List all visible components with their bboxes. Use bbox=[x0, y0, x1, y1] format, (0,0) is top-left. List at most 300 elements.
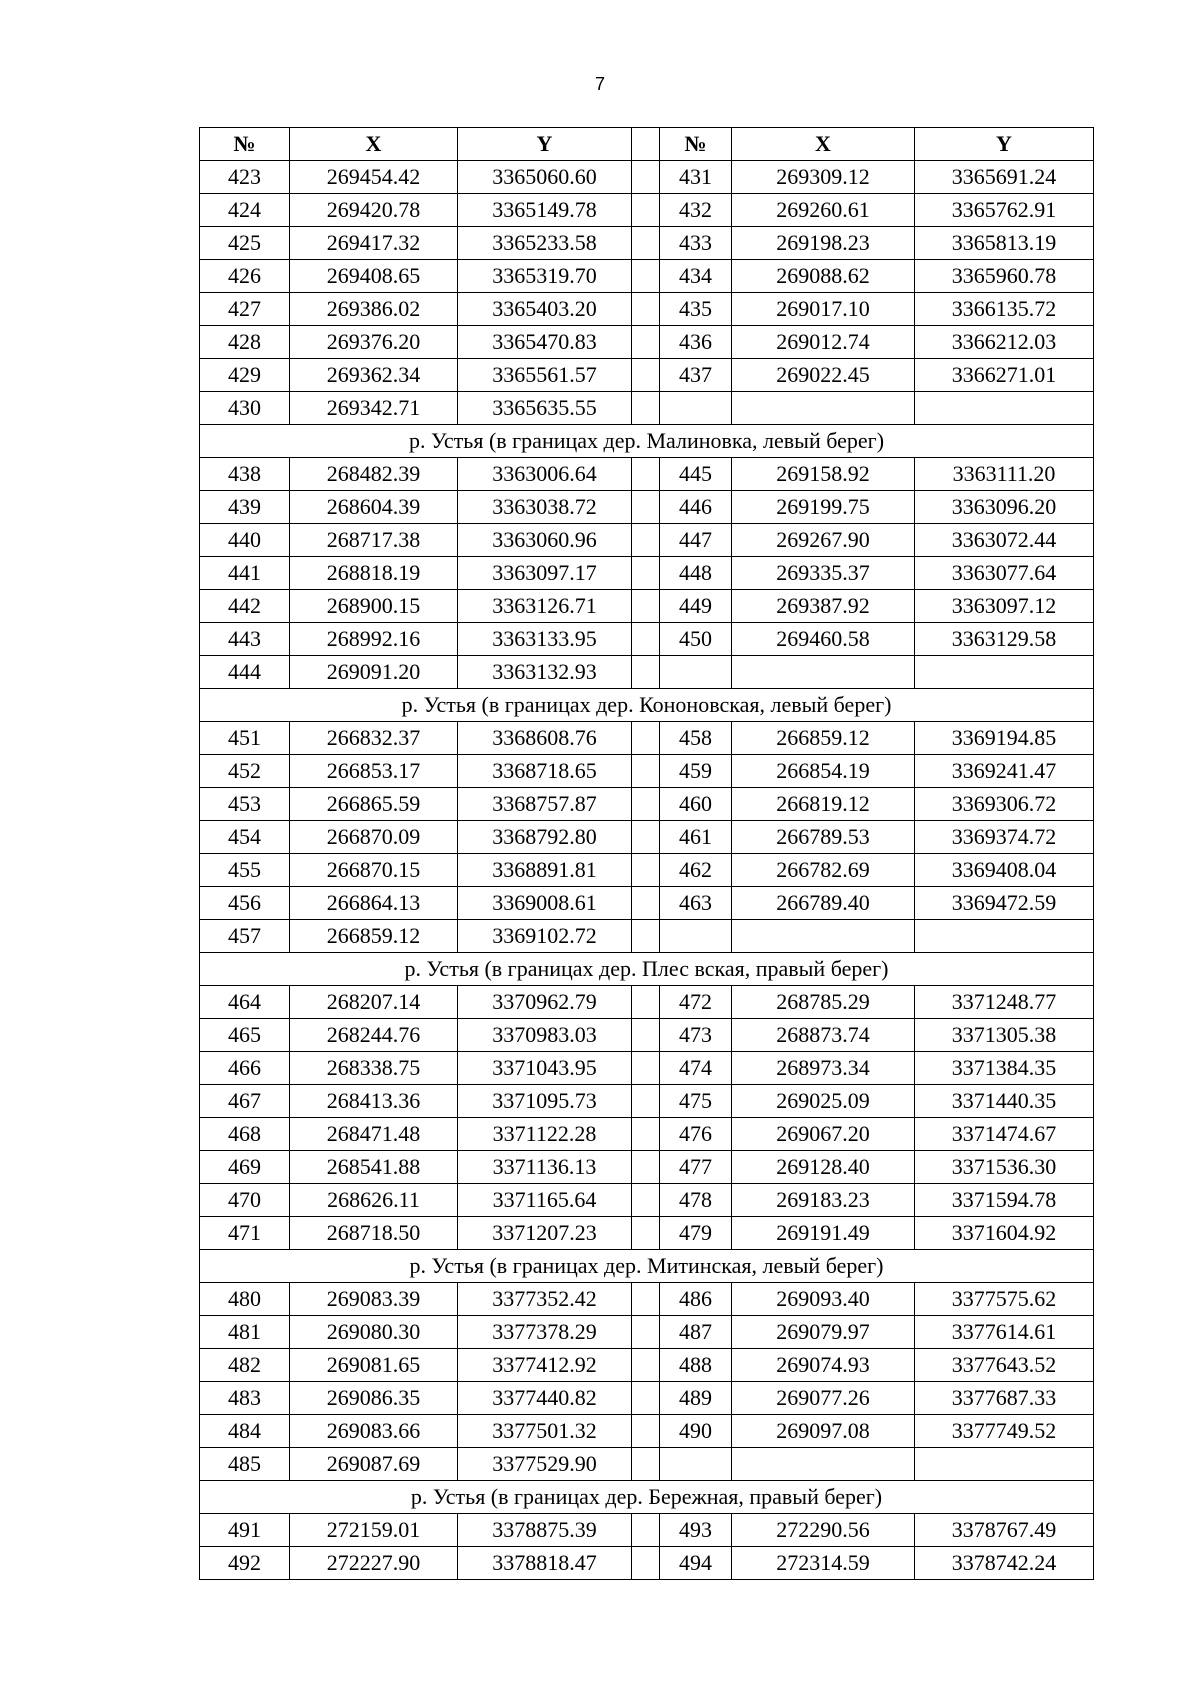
x-coordinate: 269025.09 bbox=[732, 1085, 915, 1118]
table-row bbox=[200, 194, 1094, 227]
y-coordinate: 3365762.91 bbox=[915, 194, 1094, 227]
point-number: 425 bbox=[200, 227, 290, 260]
y-coordinate: 3368608.76 bbox=[458, 722, 632, 755]
section-row bbox=[200, 689, 1094, 722]
table-row bbox=[200, 392, 1094, 425]
gap-cell bbox=[632, 1547, 660, 1580]
x-coordinate: 272227.90 bbox=[290, 1547, 458, 1580]
y-coordinate: 3363133.95 bbox=[458, 623, 632, 656]
x-coordinate: 269087.69 bbox=[290, 1448, 458, 1481]
x-coordinate bbox=[732, 920, 915, 953]
y-coordinate: 3371136.13 bbox=[458, 1151, 632, 1184]
point-number: 484 bbox=[200, 1415, 290, 1448]
point-number: 476 bbox=[660, 1118, 732, 1151]
point-number: 435 bbox=[660, 293, 732, 326]
y-coordinate: 3363006.64 bbox=[458, 458, 632, 491]
y-coordinate: 3365960.78 bbox=[915, 260, 1094, 293]
x-coordinate: 268338.75 bbox=[290, 1052, 458, 1085]
y-coordinate: 3378742.24 bbox=[915, 1547, 1094, 1580]
y-coordinate: 3377352.42 bbox=[458, 1283, 632, 1316]
gap-cell bbox=[632, 392, 660, 425]
section-title: р. Устья (в границах дер. Кононовская, левый берег) bbox=[200, 689, 1094, 722]
point-number: 485 bbox=[200, 1448, 290, 1481]
x-coordinate: 266864.13 bbox=[290, 887, 458, 920]
table-row bbox=[200, 1184, 1094, 1217]
x-coordinate: 266854.19 bbox=[732, 755, 915, 788]
point-number: 465 bbox=[200, 1019, 290, 1052]
y-coordinate bbox=[915, 1448, 1094, 1481]
point-number: 449 bbox=[660, 590, 732, 623]
point-number: 439 bbox=[200, 491, 290, 524]
point-number: 427 bbox=[200, 293, 290, 326]
y-coordinate: 3371122.28 bbox=[458, 1118, 632, 1151]
x-coordinate: 269408.65 bbox=[290, 260, 458, 293]
x-coordinate: 266832.37 bbox=[290, 722, 458, 755]
y-coordinate: 3368718.65 bbox=[458, 755, 632, 788]
gap-cell bbox=[632, 1316, 660, 1349]
y-coordinate: 3365319.70 bbox=[458, 260, 632, 293]
table-row bbox=[200, 722, 1094, 755]
gap-cell bbox=[632, 1085, 660, 1118]
x-coordinate bbox=[732, 656, 915, 689]
y-coordinate: 3363077.64 bbox=[915, 557, 1094, 590]
table-row bbox=[200, 1151, 1094, 1184]
table-row bbox=[200, 260, 1094, 293]
point-number: 490 bbox=[660, 1415, 732, 1448]
x-coordinate: 269420.78 bbox=[290, 194, 458, 227]
section-title: р. Устья (в границах дер. Плес вская, правый берег) bbox=[200, 953, 1094, 986]
x-coordinate: 269088.62 bbox=[732, 260, 915, 293]
y-coordinate: 3378875.39 bbox=[458, 1514, 632, 1547]
table-row bbox=[200, 854, 1094, 887]
x-coordinate: 266789.40 bbox=[732, 887, 915, 920]
y-coordinate: 3377575.62 bbox=[915, 1283, 1094, 1316]
y-coordinate: 3363072.44 bbox=[915, 524, 1094, 557]
header-y: Y bbox=[458, 128, 632, 161]
point-number bbox=[660, 920, 732, 953]
x-coordinate: 269376.20 bbox=[290, 326, 458, 359]
x-coordinate bbox=[732, 1448, 915, 1481]
point-number: 423 bbox=[200, 161, 290, 194]
gap-cell bbox=[632, 1052, 660, 1085]
x-coordinate: 269079.97 bbox=[732, 1316, 915, 1349]
table-row bbox=[200, 1019, 1094, 1052]
x-coordinate: 268973.34 bbox=[732, 1052, 915, 1085]
gap-cell bbox=[632, 1151, 660, 1184]
y-coordinate: 3365149.78 bbox=[458, 194, 632, 227]
section-title: р. Устья (в границах дер. Митинская, левый берег) bbox=[200, 1250, 1094, 1283]
x-coordinate: 269183.23 bbox=[732, 1184, 915, 1217]
point-number: 466 bbox=[200, 1052, 290, 1085]
x-coordinate: 268604.39 bbox=[290, 491, 458, 524]
x-coordinate: 269017.10 bbox=[732, 293, 915, 326]
table-row bbox=[200, 1316, 1094, 1349]
section-row bbox=[200, 1481, 1094, 1514]
x-coordinate: 269267.90 bbox=[732, 524, 915, 557]
gap-cell bbox=[632, 524, 660, 557]
gap-cell bbox=[632, 986, 660, 1019]
x-coordinate: 266819.12 bbox=[732, 788, 915, 821]
y-coordinate: 3371095.73 bbox=[458, 1085, 632, 1118]
section-title: р. Устья (в границах дер. Малиновка, левый берег) bbox=[200, 425, 1094, 458]
x-coordinate: 266865.59 bbox=[290, 788, 458, 821]
x-coordinate: 272159.01 bbox=[290, 1514, 458, 1547]
y-coordinate: 3371440.35 bbox=[915, 1085, 1094, 1118]
point-number: 448 bbox=[660, 557, 732, 590]
point-number: 471 bbox=[200, 1217, 290, 1250]
x-coordinate: 269417.32 bbox=[290, 227, 458, 260]
y-coordinate: 3371207.23 bbox=[458, 1217, 632, 1250]
y-coordinate: 3363038.72 bbox=[458, 491, 632, 524]
point-number: 477 bbox=[660, 1151, 732, 1184]
header-y: Y bbox=[915, 128, 1094, 161]
table-row bbox=[200, 1085, 1094, 1118]
y-coordinate: 3369194.85 bbox=[915, 722, 1094, 755]
x-coordinate: 269191.49 bbox=[732, 1217, 915, 1250]
x-coordinate: 269335.37 bbox=[732, 557, 915, 590]
y-coordinate: 3371305.38 bbox=[915, 1019, 1094, 1052]
point-number: 461 bbox=[660, 821, 732, 854]
point-number: 473 bbox=[660, 1019, 732, 1052]
table-row bbox=[200, 1415, 1094, 1448]
y-coordinate: 3369008.61 bbox=[458, 887, 632, 920]
table-row bbox=[200, 1118, 1094, 1151]
table-row bbox=[200, 524, 1094, 557]
y-coordinate: 3363060.96 bbox=[458, 524, 632, 557]
x-coordinate: 268413.36 bbox=[290, 1085, 458, 1118]
point-number: 480 bbox=[200, 1283, 290, 1316]
gap-cell bbox=[632, 788, 660, 821]
x-coordinate: 268818.19 bbox=[290, 557, 458, 590]
gap-cell bbox=[632, 1118, 660, 1151]
y-coordinate: 3363111.20 bbox=[915, 458, 1094, 491]
point-number: 458 bbox=[660, 722, 732, 755]
x-coordinate: 268482.39 bbox=[290, 458, 458, 491]
table-row bbox=[200, 1547, 1094, 1580]
point-number: 463 bbox=[660, 887, 732, 920]
y-coordinate: 3378767.49 bbox=[915, 1514, 1094, 1547]
section-title: р. Устья (в границах дер. Бережная, правый берег) bbox=[200, 1481, 1094, 1514]
x-coordinate bbox=[732, 392, 915, 425]
x-coordinate: 269086.35 bbox=[290, 1382, 458, 1415]
table-row bbox=[200, 326, 1094, 359]
point-number: 429 bbox=[200, 359, 290, 392]
point-number: 444 bbox=[200, 656, 290, 689]
x-coordinate: 268785.29 bbox=[732, 986, 915, 1019]
point-number: 462 bbox=[660, 854, 732, 887]
point-number: 483 bbox=[200, 1382, 290, 1415]
section-row bbox=[200, 1250, 1094, 1283]
x-coordinate: 269097.08 bbox=[732, 1415, 915, 1448]
point-number: 478 bbox=[660, 1184, 732, 1217]
y-coordinate: 3369472.59 bbox=[915, 887, 1094, 920]
x-coordinate: 269386.02 bbox=[290, 293, 458, 326]
y-coordinate: 3369306.72 bbox=[915, 788, 1094, 821]
y-coordinate: 3377378.29 bbox=[458, 1316, 632, 1349]
page-number: 7 bbox=[594, 74, 605, 94]
point-number: 442 bbox=[200, 590, 290, 623]
gap-cell bbox=[632, 887, 660, 920]
x-coordinate: 272290.56 bbox=[732, 1514, 915, 1547]
gap-cell bbox=[632, 590, 660, 623]
x-coordinate: 268471.48 bbox=[290, 1118, 458, 1151]
x-coordinate: 269074.93 bbox=[732, 1349, 915, 1382]
y-coordinate: 3370962.79 bbox=[458, 986, 632, 1019]
y-coordinate: 3377440.82 bbox=[458, 1382, 632, 1415]
x-coordinate: 269080.30 bbox=[290, 1316, 458, 1349]
table-row bbox=[200, 920, 1094, 953]
table-row bbox=[200, 623, 1094, 656]
table-row bbox=[200, 1448, 1094, 1481]
header-row bbox=[200, 128, 1094, 161]
table-row bbox=[200, 887, 1094, 920]
point-number: 482 bbox=[200, 1349, 290, 1382]
x-coordinate: 269460.58 bbox=[732, 623, 915, 656]
gap-cell bbox=[632, 656, 660, 689]
point-number: 430 bbox=[200, 392, 290, 425]
gap-cell bbox=[632, 1415, 660, 1448]
x-coordinate: 268207.14 bbox=[290, 986, 458, 1019]
point-number: 459 bbox=[660, 755, 732, 788]
x-coordinate: 266853.17 bbox=[290, 755, 458, 788]
point-number: 451 bbox=[200, 722, 290, 755]
point-number: 443 bbox=[200, 623, 290, 656]
gap-cell bbox=[632, 1217, 660, 1250]
gap-cell bbox=[632, 359, 660, 392]
y-coordinate: 3363097.12 bbox=[915, 590, 1094, 623]
point-number: 489 bbox=[660, 1382, 732, 1415]
x-coordinate: 268718.50 bbox=[290, 1217, 458, 1250]
point-number: 433 bbox=[660, 227, 732, 260]
y-coordinate: 3377687.33 bbox=[915, 1382, 1094, 1415]
y-coordinate bbox=[915, 392, 1094, 425]
y-coordinate bbox=[915, 656, 1094, 689]
gap-cell bbox=[632, 1184, 660, 1217]
table-row bbox=[200, 1349, 1094, 1382]
point-number: 431 bbox=[660, 161, 732, 194]
point-number: 428 bbox=[200, 326, 290, 359]
gap-cell bbox=[632, 1349, 660, 1382]
y-coordinate: 3365635.55 bbox=[458, 392, 632, 425]
y-coordinate: 3365470.83 bbox=[458, 326, 632, 359]
y-coordinate: 3371594.78 bbox=[915, 1184, 1094, 1217]
table-row bbox=[200, 821, 1094, 854]
point-number: 450 bbox=[660, 623, 732, 656]
x-coordinate: 269012.74 bbox=[732, 326, 915, 359]
x-coordinate: 268992.16 bbox=[290, 623, 458, 656]
table-row bbox=[200, 458, 1094, 491]
gap-cell bbox=[632, 458, 660, 491]
y-coordinate: 3366212.03 bbox=[915, 326, 1094, 359]
x-coordinate: 269198.23 bbox=[732, 227, 915, 260]
table-row bbox=[200, 557, 1094, 590]
gap-cell bbox=[632, 326, 660, 359]
x-coordinate: 266870.15 bbox=[290, 854, 458, 887]
y-coordinate: 3378818.47 bbox=[458, 1547, 632, 1580]
x-coordinate: 266870.09 bbox=[290, 821, 458, 854]
x-coordinate: 269309.12 bbox=[732, 161, 915, 194]
y-coordinate bbox=[915, 920, 1094, 953]
point-number: 488 bbox=[660, 1349, 732, 1382]
point-number: 441 bbox=[200, 557, 290, 590]
y-coordinate: 3368792.80 bbox=[458, 821, 632, 854]
gap-cell bbox=[632, 854, 660, 887]
y-coordinate: 3369102.72 bbox=[458, 920, 632, 953]
header-number: № bbox=[200, 128, 290, 161]
gap-cell bbox=[632, 1283, 660, 1316]
y-coordinate: 3371474.67 bbox=[915, 1118, 1094, 1151]
point-number: 438 bbox=[200, 458, 290, 491]
x-coordinate: 269362.34 bbox=[290, 359, 458, 392]
x-coordinate: 269342.71 bbox=[290, 392, 458, 425]
point-number: 453 bbox=[200, 788, 290, 821]
point-number: 432 bbox=[660, 194, 732, 227]
table-row bbox=[200, 1283, 1094, 1316]
point-number: 445 bbox=[660, 458, 732, 491]
section-row bbox=[200, 953, 1094, 986]
gap-cell bbox=[632, 755, 660, 788]
x-coordinate: 268717.38 bbox=[290, 524, 458, 557]
x-coordinate: 269128.40 bbox=[732, 1151, 915, 1184]
point-number: 494 bbox=[660, 1547, 732, 1580]
table-row bbox=[200, 359, 1094, 392]
x-coordinate: 269022.45 bbox=[732, 359, 915, 392]
table-row bbox=[200, 293, 1094, 326]
y-coordinate: 3365060.60 bbox=[458, 161, 632, 194]
x-coordinate: 268900.15 bbox=[290, 590, 458, 623]
y-coordinate: 3371165.64 bbox=[458, 1184, 632, 1217]
x-coordinate: 266859.12 bbox=[290, 920, 458, 953]
point-number: 446 bbox=[660, 491, 732, 524]
point-number: 437 bbox=[660, 359, 732, 392]
y-coordinate: 3368891.81 bbox=[458, 854, 632, 887]
y-coordinate: 3365561.57 bbox=[458, 359, 632, 392]
table-row bbox=[200, 788, 1094, 821]
point-number: 493 bbox=[660, 1514, 732, 1547]
point-number: 460 bbox=[660, 788, 732, 821]
x-coordinate: 269077.26 bbox=[732, 1382, 915, 1415]
x-coordinate: 266782.69 bbox=[732, 854, 915, 887]
point-number: 455 bbox=[200, 854, 290, 887]
header-x: X bbox=[732, 128, 915, 161]
point-number: 426 bbox=[200, 260, 290, 293]
gap-cell bbox=[632, 1019, 660, 1052]
y-coordinate: 3377614.61 bbox=[915, 1316, 1094, 1349]
x-coordinate: 269199.75 bbox=[732, 491, 915, 524]
gap-cell bbox=[632, 260, 660, 293]
y-coordinate: 3371248.77 bbox=[915, 986, 1094, 1019]
point-number: 468 bbox=[200, 1118, 290, 1151]
point-number: 457 bbox=[200, 920, 290, 953]
point-number: 464 bbox=[200, 986, 290, 1019]
gap-cell bbox=[632, 623, 660, 656]
x-coordinate: 269067.20 bbox=[732, 1118, 915, 1151]
point-number: 472 bbox=[660, 986, 732, 1019]
gap-cell bbox=[632, 722, 660, 755]
gap-cell bbox=[632, 161, 660, 194]
y-coordinate: 3369408.04 bbox=[915, 854, 1094, 887]
y-coordinate: 3377412.92 bbox=[458, 1349, 632, 1382]
y-coordinate: 3370983.03 bbox=[458, 1019, 632, 1052]
y-coordinate: 3366135.72 bbox=[915, 293, 1094, 326]
y-coordinate: 3365813.19 bbox=[915, 227, 1094, 260]
x-coordinate: 268873.74 bbox=[732, 1019, 915, 1052]
point-number: 491 bbox=[200, 1514, 290, 1547]
point-number: 434 bbox=[660, 260, 732, 293]
y-coordinate: 3363129.58 bbox=[915, 623, 1094, 656]
coordinates-table bbox=[199, 127, 1094, 1580]
y-coordinate: 3371384.35 bbox=[915, 1052, 1094, 1085]
y-coordinate: 3366271.01 bbox=[915, 359, 1094, 392]
y-coordinate: 3371536.30 bbox=[915, 1151, 1094, 1184]
y-coordinate: 3377501.32 bbox=[458, 1415, 632, 1448]
y-coordinate: 3365233.58 bbox=[458, 227, 632, 260]
point-number: 447 bbox=[660, 524, 732, 557]
point-number bbox=[660, 656, 732, 689]
table-row bbox=[200, 590, 1094, 623]
gap-cell bbox=[632, 194, 660, 227]
header-x: X bbox=[290, 128, 458, 161]
x-coordinate: 268541.88 bbox=[290, 1151, 458, 1184]
point-number bbox=[660, 392, 732, 425]
y-coordinate: 3365403.20 bbox=[458, 293, 632, 326]
x-coordinate: 268626.11 bbox=[290, 1184, 458, 1217]
point-number: 487 bbox=[660, 1316, 732, 1349]
header-number: № bbox=[660, 128, 732, 161]
point-number: 436 bbox=[660, 326, 732, 359]
y-coordinate: 3363126.71 bbox=[458, 590, 632, 623]
point-number: 469 bbox=[200, 1151, 290, 1184]
y-coordinate: 3377643.52 bbox=[915, 1349, 1094, 1382]
x-coordinate: 269454.42 bbox=[290, 161, 458, 194]
table-row bbox=[200, 1217, 1094, 1250]
x-coordinate: 269083.66 bbox=[290, 1415, 458, 1448]
gap-cell bbox=[632, 293, 660, 326]
point-number: 486 bbox=[660, 1283, 732, 1316]
table-row bbox=[200, 491, 1094, 524]
x-coordinate: 269083.39 bbox=[290, 1283, 458, 1316]
table-row bbox=[200, 161, 1094, 194]
point-number: 481 bbox=[200, 1316, 290, 1349]
y-coordinate: 3371043.95 bbox=[458, 1052, 632, 1085]
x-coordinate: 269260.61 bbox=[732, 194, 915, 227]
table-row bbox=[200, 656, 1094, 689]
x-coordinate: 269387.92 bbox=[732, 590, 915, 623]
gap-cell bbox=[632, 821, 660, 854]
gap-cell bbox=[632, 1448, 660, 1481]
y-coordinate: 3377749.52 bbox=[915, 1415, 1094, 1448]
point-number bbox=[660, 1448, 732, 1481]
point-number: 479 bbox=[660, 1217, 732, 1250]
gap-cell bbox=[632, 227, 660, 260]
point-number: 424 bbox=[200, 194, 290, 227]
gap-cell bbox=[632, 491, 660, 524]
x-coordinate: 266859.12 bbox=[732, 722, 915, 755]
x-coordinate: 269091.20 bbox=[290, 656, 458, 689]
gap-cell bbox=[632, 1514, 660, 1547]
x-coordinate: 272314.59 bbox=[732, 1547, 915, 1580]
point-number: 440 bbox=[200, 524, 290, 557]
y-coordinate: 3369374.72 bbox=[915, 821, 1094, 854]
x-coordinate: 269158.92 bbox=[732, 458, 915, 491]
x-coordinate: 269081.65 bbox=[290, 1349, 458, 1382]
table-body bbox=[200, 161, 1094, 1580]
point-number: 470 bbox=[200, 1184, 290, 1217]
header-gap bbox=[632, 128, 660, 161]
y-coordinate: 3363096.20 bbox=[915, 491, 1094, 524]
x-coordinate: 269093.40 bbox=[732, 1283, 915, 1316]
table-row bbox=[200, 1514, 1094, 1547]
